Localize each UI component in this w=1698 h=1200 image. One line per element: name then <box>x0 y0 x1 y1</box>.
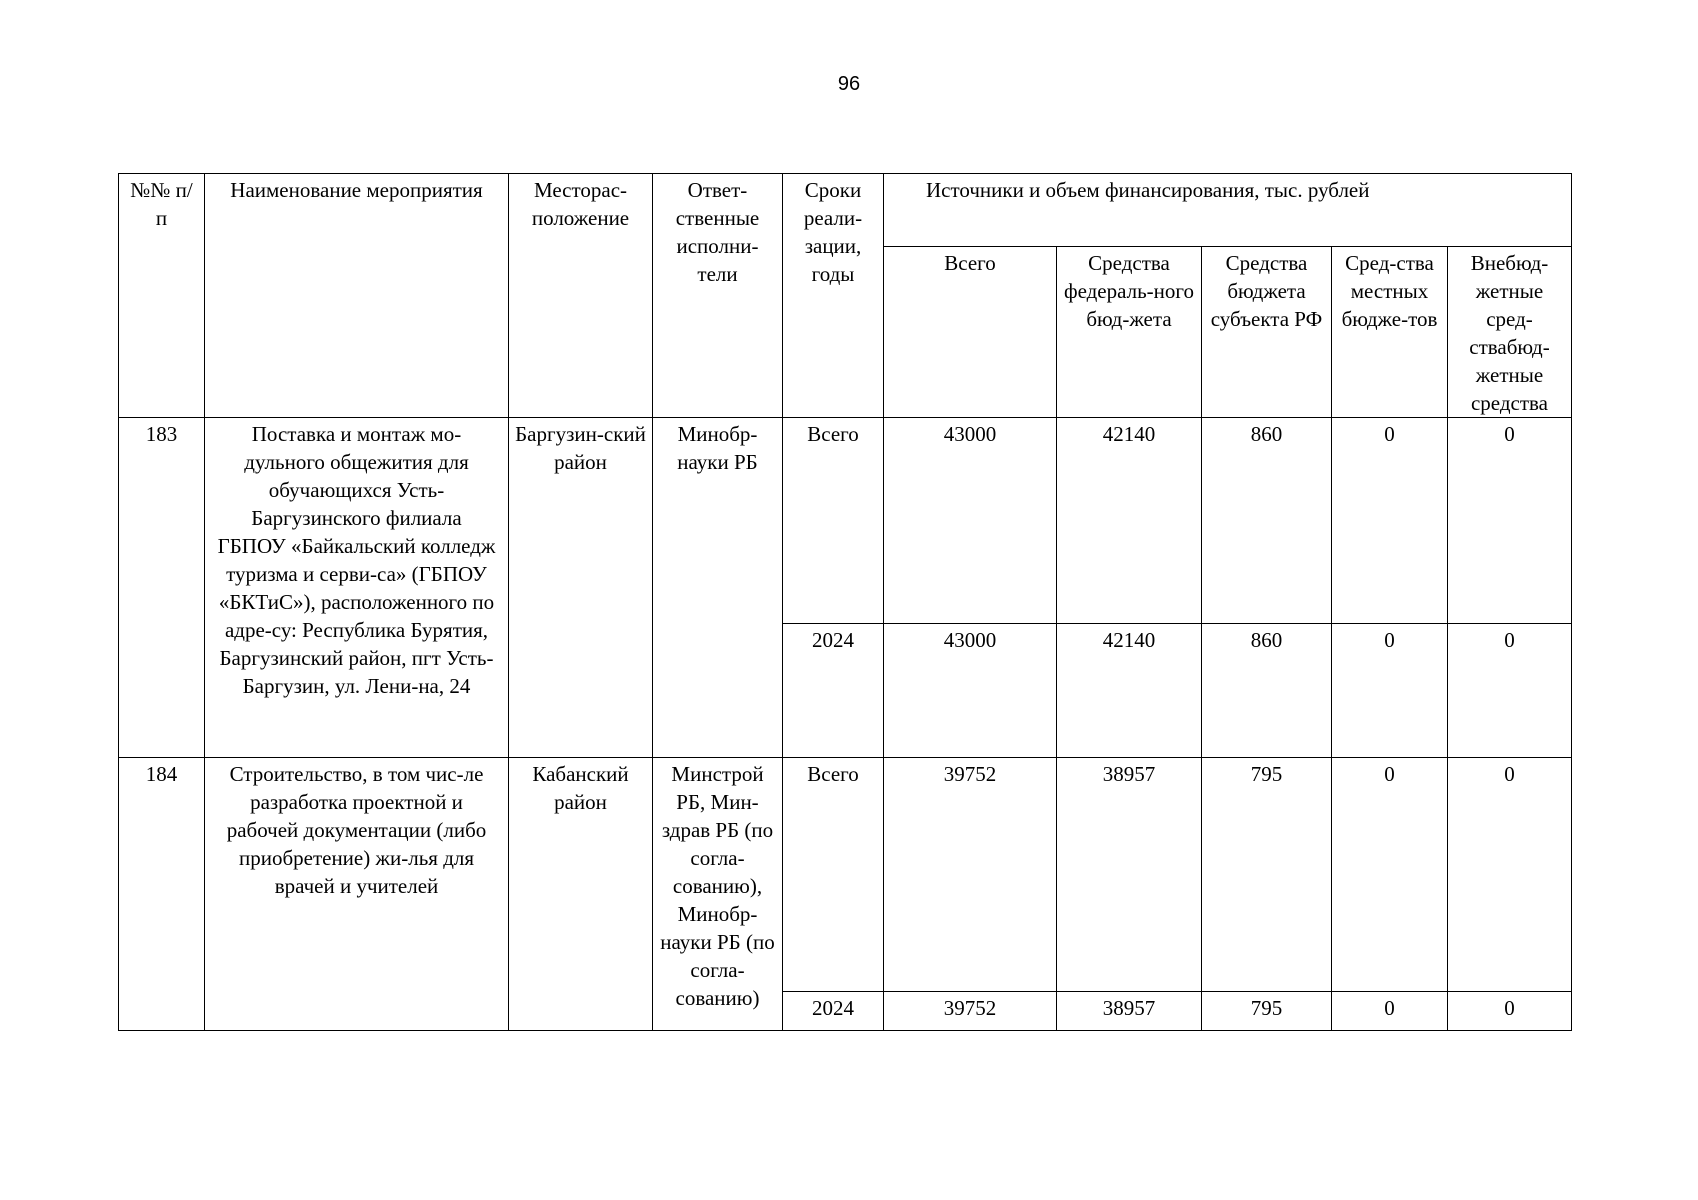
row-local: 0 <box>1332 624 1448 758</box>
row-term: 2024 <box>783 624 884 758</box>
row-name: Поставка и монтаж мо-дульного общежития для обучающихся Усть-Баргузинского филиала ГБПОУ «Байкальский колледж туризма и серви-са» (ГБПОУ «БКТиС»), расположенного по адре-су: Республика Бурятия, Баргузинский район, пгт Усть-Баргузин, ул. Лени-на, 24 <box>205 418 509 758</box>
row-regional: 795 <box>1202 992 1332 1031</box>
row-num: 184 <box>119 758 205 1031</box>
row-extra: 0 <box>1448 758 1572 992</box>
row-local: 0 <box>1332 418 1448 624</box>
row-location: Кабанский район <box>509 758 653 1031</box>
header-total: Всего <box>884 247 1057 418</box>
header-name: Наименование мероприятия <box>205 174 509 418</box>
financing-table <box>118 173 1572 1031</box>
header-responsible: Ответ-ственные исполни-тели <box>653 174 783 418</box>
row-federal: 38957 <box>1057 758 1202 992</box>
header-location: Месторас-положение <box>509 174 653 418</box>
header-sources: Источники и объем финансирования, тыс. рублей <box>884 174 1572 247</box>
row-federal: 42140 <box>1057 624 1202 758</box>
row-federal: 38957 <box>1057 992 1202 1031</box>
table-row <box>119 758 1572 992</box>
row-total: 43000 <box>884 624 1057 758</box>
row-extra: 0 <box>1448 992 1572 1031</box>
row-federal: 42140 <box>1057 418 1202 624</box>
row-regional: 860 <box>1202 418 1332 624</box>
header-num: №№ п/п <box>119 174 205 418</box>
row-local: 0 <box>1332 758 1448 992</box>
header-regional: Средства бюджета субъекта РФ <box>1202 247 1332 418</box>
row-term: Всего <box>783 418 884 624</box>
row-extra: 0 <box>1448 624 1572 758</box>
page-number: 96 <box>837 73 861 95</box>
header-row-top <box>119 174 1572 247</box>
row-extra: 0 <box>1448 418 1572 624</box>
row-responsible: Минобр-науки РБ <box>653 418 783 758</box>
header-federal: Средства федераль-ного бюд-жета <box>1057 247 1202 418</box>
header-terms: Сроки реали-зации, годы <box>783 174 884 418</box>
row-location: Баргузин-ский район <box>509 418 653 758</box>
row-regional: 795 <box>1202 758 1332 992</box>
row-local: 0 <box>1332 992 1448 1031</box>
row-total: 39752 <box>884 992 1057 1031</box>
row-num: 183 <box>119 418 205 758</box>
header-local: Сред-ства местных бюдже-тов <box>1332 247 1448 418</box>
row-total: 39752 <box>884 758 1057 992</box>
row-term: Всего <box>783 758 884 992</box>
header-extra: Внебюд-жетные сред-ствабюд-жетные средства <box>1448 247 1572 418</box>
row-total: 43000 <box>884 418 1057 624</box>
row-term: 2024 <box>783 992 884 1031</box>
row-name: Строительство, в том чис-ле разработка проектной и рабочей документации (либо приобретение) жи-лья для врачей и учителей <box>205 758 509 1031</box>
row-regional: 860 <box>1202 624 1332 758</box>
row-responsible: Минстрой РБ, Мин-здрав РБ (по согла-сованию), Минобр-науки РБ (по согла-сованию) <box>653 758 783 1031</box>
table-row <box>119 418 1572 624</box>
